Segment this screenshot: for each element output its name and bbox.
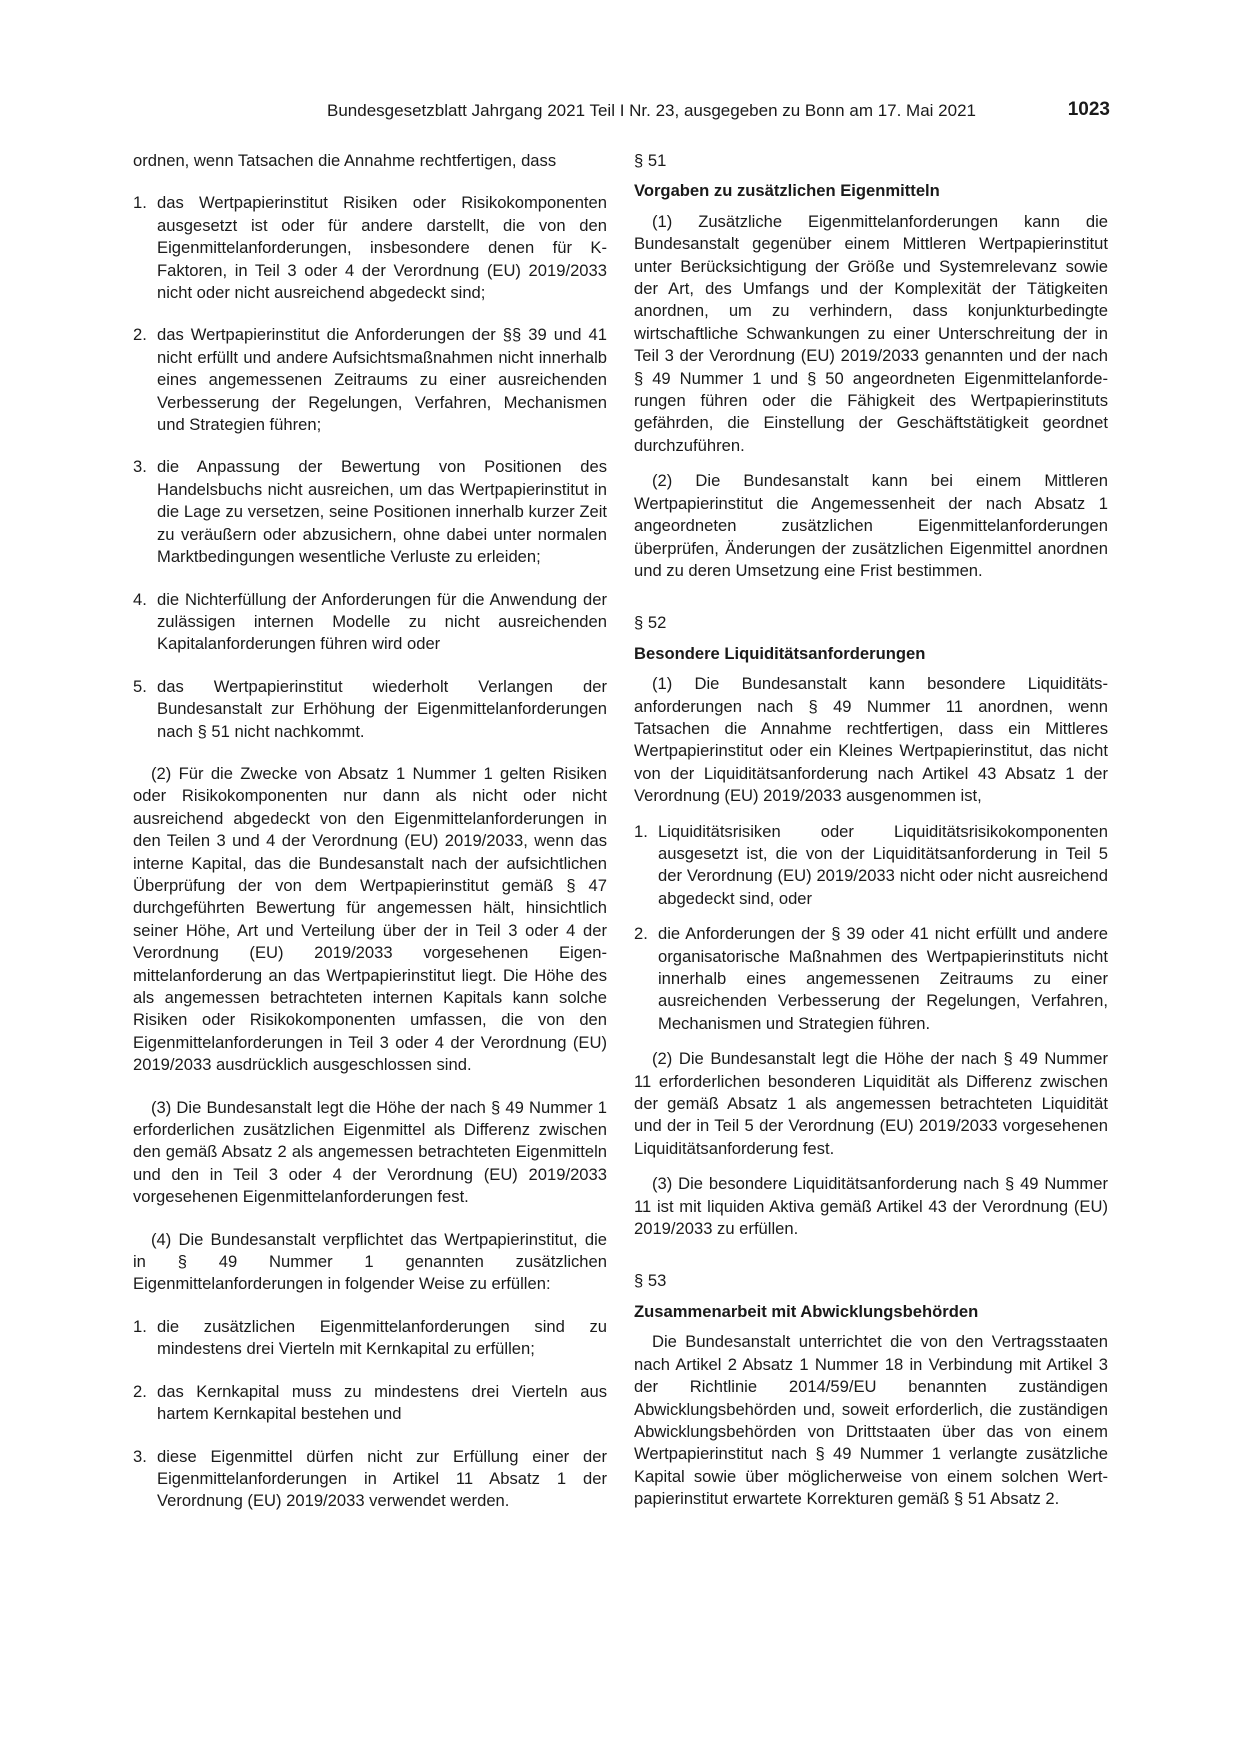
section-title-52: Besondere Liquiditätsanforderungen xyxy=(634,643,926,663)
item-text: das Wertpapierinstitut die Anforderungen der §§ 39 und 41 nicht erfüllt und andere Aufsichtsmaßnahmen nicht innerhalb eines angemessenen Zeitraums zu einer ausreichenden Verbesserung der Regelungen, Verfahren, Mechanismen und Strategien führen; xyxy=(157,325,607,435)
list-item xyxy=(634,923,1108,1035)
list-item xyxy=(133,324,607,436)
paragraph-4: (4) Die Bundesanstalt verpflichtet das Wertpapierinstitut, die in § 49 Nummer 1 genannten zusätzlichen Eigenmittelanforderungen in folgender Weise zu erfüllen: xyxy=(133,1229,607,1294)
list-item xyxy=(133,676,607,743)
item-number: 1. xyxy=(634,821,648,841)
s52-paragraph-3: (3) Die besondere Liquiditätsanforderung nach § 49 Nummer 11 ist mit liquiden Aktiva gemäß Artikel 43 der Verordnung (EU) 2019/2033 zu erfüllen. xyxy=(634,1174,1108,1239)
left-column xyxy=(133,150,607,1513)
item-number: 4. xyxy=(133,589,147,609)
paragraph-2: (2) Für die Zwecke von Absatz 1 Nummer 1 gelten Risiken oder Risikokomponenten nur dann als nicht oder nicht ausreichend abgedeckt von den Eigenmittelanforderungen in den Teilen 3 und 4 der Verordnung (EU) 2019/2033, wenn das interne Kapital, das die Bundesanstalt nach der aufsichtlichen Überprüfung der von dem Wertpapierinstitut gemäß § 47 durchgeführten Bewertung für angemessen hält, hinsichtlich seiner Höhe, Art und Verteilung über der in Teil 3 oder 4 der Verordnung (EU) 2019/2033 vorgesehenen Eigenmittelanforderung an das Wertpapierinstitut liegt. Die Höhe des als angemessen betrachteten internen Kapitals kann solche Risiken oder Risikokomponenten umfassen, die von den Eigenmittelanforderungen in Teil 3 oder 4 der Verordnung (EU) 2019/2033 ausdrücklich ausgeschlossen sind. xyxy=(133,763,607,1075)
section-number-52: § 52 xyxy=(634,613,667,633)
item-number: 2. xyxy=(133,325,147,345)
page-header xyxy=(132,101,1110,123)
section-title-53: Zusammenarbeit mit Abwicklungsbehörden xyxy=(634,1301,979,1321)
item-number: 3. xyxy=(133,1446,147,1466)
item-number: 5. xyxy=(133,676,147,696)
list-item xyxy=(133,1446,607,1513)
item-number: 2. xyxy=(133,1381,147,1401)
item-text: die Nichterfüllung der Anforderungen für die Anwendung der zulässigen internen Modelle zu nicht ausreichenden Kapitalanforderungen führen wird oder xyxy=(157,589,607,654)
list-item xyxy=(133,589,607,656)
list-item xyxy=(634,821,1108,911)
item-number: 3. xyxy=(133,457,147,477)
s53-paragraph-1: Die Bundesanstalt unterrichtet die von den Vertragsstaaten nach Artikel 2 Absatz 1 Nummer 18 in Verbindung mit Artikel 3 der Richtlinie 2014/59/EU benannten zuständigen Abwicklungsbehörden und, soweit erforderlich, die zuständigen Abwicklungsbehörden von Drittstaaten über das von einem Wertpapierinstitut nach § 49 Nummer 1 verlangte zusätzliche Kapital sowie über möglicherweise von einem solchen Wertpapierinstitut erwartete Korrekturen gemäß § 51 Absatz 2. xyxy=(634,1332,1108,1509)
list-item xyxy=(133,1381,607,1426)
item-text: die zusätzlichen Eigenmittelanforderungen sind zu mindestens drei Vierteln mit Kernkapital zu erfüllen; xyxy=(157,1316,607,1359)
item-text: das Wertpapierinstitut Risiken oder Risikokomponenten ausgesetzt ist oder für andere darstellt, die von den Eigenmittelanforderungen, insbesondere denen für K-Faktoren, in Teil 3 oder 4 der Verordnung (EU) 2019/2033 nicht oder nicht ausreichend abgedeckt sind; xyxy=(157,193,607,303)
page-number: 1023 xyxy=(1067,99,1110,120)
right-column xyxy=(634,150,1108,1511)
s52-paragraph-1: (1) Die Bundesanstalt kann besondere Liquiditätsanforderungen nach § 49 Nummer 11 anordnen, wenn Tatsachen die Annahme rechtfertigen, dass ein Mittleres Wertpapierinstitut oder ein Kleines Wertpapierinstitut, das nicht von der Liquiditätsanforderung nach Artikel 43 Absatz 1 der Verordnung (EU) 2019/2033 ausgenommen ist, xyxy=(634,674,1108,806)
s52-paragraph-2: (2) Die Bundesanstalt legt die Höhe der nach § 49 Nummer 11 erforderlichen besonderen Liquidität als Differenz zwischen der gemäß Absatz 1 als angemessen betrachteten Liquidität und der in Teil 5 der Verordnung (EU) 2019/2033 vorgesehenen Liquiditätsanforderung fest. xyxy=(634,1049,1108,1158)
item-text: das Wertpapierinstitut wiederholt Verlangen der Bundesanstalt zur Erhöhung der Eigenmittelanforderungen nach § 51 nicht nachkommt. xyxy=(157,676,607,741)
item-number: 2. xyxy=(634,924,648,944)
item-number: 1. xyxy=(133,1316,147,1336)
list-item xyxy=(133,456,607,568)
item-text: die Anpassung der Bewertung von Positionen des Handelsbuchs nicht ausreichen, um das Wertpapierinstitut in die Lage zu versetzen, seine Positionen innerhalb kurzer Zeit zu veräußern oder abzusichern, ohne dabei unter normalen Marktbedingungen wesentliche Verluste zu erleiden; xyxy=(157,457,607,567)
section-number-51: § 51 xyxy=(634,151,667,170)
item-number: 1. xyxy=(133,193,147,213)
item-text: die Anforderungen der § 39 oder 41 nicht erfüllt und andere organisatorische Maßnahmen des Wertpapierinstituts nicht innerhalb eines angemessenen Zeitraums zu einer ausreichenden Verbesserung der Regelungen, Verfahren, Mechanismen und Strategien führen. xyxy=(658,924,1108,1033)
header-text: Bundesgesetzblatt Jahrgang 2021 Teil I Nr. 23, ausgegeben zu Bonn am 17. Mai 2021 xyxy=(327,101,976,120)
list-item xyxy=(133,192,607,304)
s51-paragraph-1: (1) Zusätzliche Eigenmittelanforderungen kann die Bundesanstalt gegenüber einem Mittleren Wertpapierinstitut unter Berücksichtigung der Größe und Systemrelevanz sowie der Art, des Umfangs und der Komplexität der Tätigkeiten anordnen, um zu verhindern, dass konjunkturbedingte wirtschaftliche Schwankungen zu einer Unterschreitung der in Teil 3 der Verordnung (EU) 2019/2033 genannten und der nach § 49 Nummer 1 und § 50 angeordneten Eigenmittelanforderungen führen oder die Fähigkeit des Wertpapierinstituts gefährden, die Einstellung der Geschäftstätigkeit geordnet durchzuführen. xyxy=(634,211,1108,455)
list-item xyxy=(133,1316,607,1361)
s51-paragraph-2: (2) Die Bundesanstalt kann bei einem Mittleren Wertpapierinstitut die Angemessenheit der nach Absatz 1 angeordneten zusätzlichen Eigenmittelanforderungen überprüfen, Änderungen der zusätzlichen Eigenmittel anordnen und zu deren Umsetzung eine Frist bestimmen. xyxy=(634,471,1108,580)
item-text: diese Eigenmittel dürfen nicht zur Erfüllung einer der Eigenmittelanforderungen in Artikel 11 Absatz 1 der Verordnung (EU) 2019/2033 verwendet werden. xyxy=(157,1446,607,1511)
section-number-53: § 53 xyxy=(634,1271,667,1291)
paragraph-3: (3) Die Bundesanstalt legt die Höhe der nach § 49 Nummer 1 erforderlichen zusätzlichen Eigenmittel als Differenz zwischen den gemäß Absatz 2 als angemessen betrachteten Eigenmitteln und den in Teil 3 oder 4 der Verordnung (EU) 2019/2033 vorgesehenen Eigenmittelanforderungen fest. xyxy=(133,1097,607,1207)
item-text: Liquiditätsrisiken oder Liquiditätsrisikokomponenten ausgesetzt ist, die von der Liquiditätsanforderung in Teil 5 der Verordnung (EU) 2019/2033 nicht oder nicht ausreichend abgedeckt sind, oder xyxy=(658,821,1108,908)
item-text: das Kernkapital muss zu mindestens drei Vierteln aus hartem Kernkapital bestehen und xyxy=(157,1381,607,1424)
section-title-51: Vorgaben zu zusätzlichen Eigenmitteln xyxy=(634,181,940,201)
intro-text: ordnen, wenn Tatsachen die Annahme rechtfertigen, dass xyxy=(133,151,557,170)
